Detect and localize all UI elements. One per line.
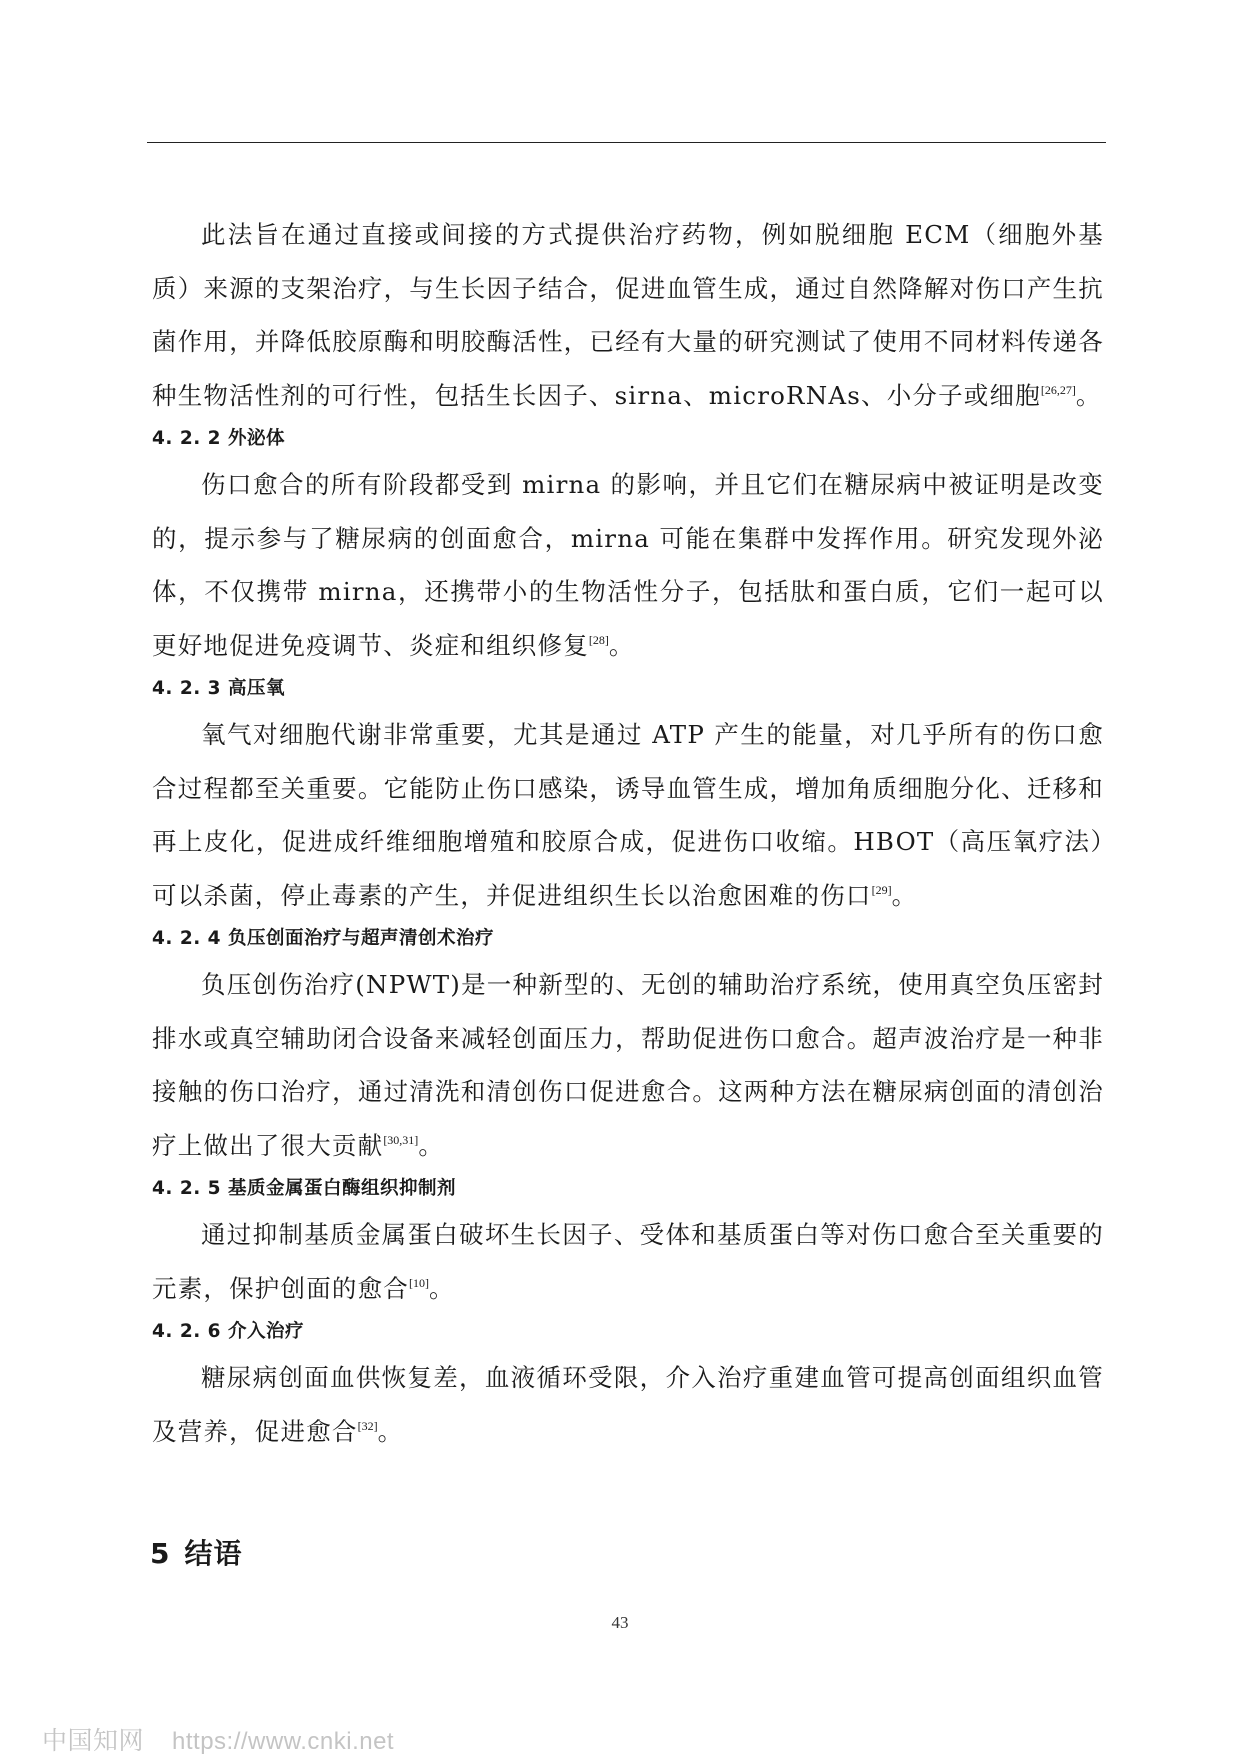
subheading-4-2-6: 4. 2. 6 介入治疗 <box>152 1321 304 1342</box>
section-number: 5 <box>150 1537 171 1570</box>
watermark-brand: 中国知网 <box>42 1727 145 1755</box>
citation-32[interactable]: [32] <box>357 1418 378 1433</box>
citation-29[interactable]: [29] <box>871 882 892 897</box>
paragraph-scaffold-therapy: 此法旨在通过直接或间接的方式提供治疗药物，例如脱细胞 ECM（细胞外基质）来源的支架治疗，与生长因子结合，促进血管生成，通过自然降解对伤口产生抗菌作用，并降低胶原酶和明胶酶活性，已经有大量的研究测试了使用不同材料传递各种生物活性剂的可行性，包括生长因子、sirna、microRNAs、小分子或细胞[26,27]。 <box>152 220 1104 410</box>
paragraph-interventional-therapy: 糖尿病创面血供恢复差，血液循环受限，介入治疗重建血管可提高创面组织血管及营养，促进愈合[32]。 <box>152 1363 1104 1446</box>
page-number: 43 <box>611 1613 629 1632</box>
section-heading-conclusion <box>150 1534 243 1574</box>
page-body <box>152 208 1104 1458</box>
citation-10[interactable]: [10] <box>409 1275 429 1290</box>
paragraph-hyperbaric-oxygen: 氧气对细胞代谢非常重要，尤其是通过 ATP 产生的能量，对几乎所有的伤口愈合过程都至关重要。它能防止伤口感染，诱导血管生成，增加角质细胞分化、迁移和再上皮化，促进成纤维细胞增殖和胶原合成，促进伤口收缩。HBOT（高压氧疗法）可以杀菌，停止毒素的产生，并促进组织生长以治愈困难的伤口[29]。 <box>152 720 1104 910</box>
cnki-watermark <box>42 1729 394 1754</box>
citation-30-31[interactable]: [30,31] <box>383 1132 419 1147</box>
citation-26-27[interactable]: [26,27] <box>1040 382 1076 397</box>
subheading-4-2-5: 4. 2. 5 基质金属蛋白酶组织抑制剂 <box>152 1178 456 1199</box>
subheading-4-2-2: 4. 2. 2 外泌体 <box>152 428 285 449</box>
paragraph-exosome: 伤口愈合的所有阶段都受到 mirna 的影响，并且它们在糖尿病中被证明是改变的，提示参与了糖尿病的创面愈合，mirna 可能在集群中发挥作用。研究发现外泌体，不仅携带 mirna，还携带小的生物活性分子，包括肽和蛋白质，它们一起可以更好地促进免疫调节、炎症和组织修复[28]。 <box>152 470 1104 660</box>
paragraph-mmp-inhibitor: 通过抑制基质金属蛋白破坏生长因子、受体和基质蛋白等对伤口愈合至关重要的元素，保护创面的愈合[10]。 <box>152 1220 1104 1303</box>
subheading-4-2-4: 4. 2. 4 负压创面治疗与超声清创术治疗 <box>152 928 494 949</box>
citation-28[interactable]: [28] <box>588 632 609 647</box>
subheading-4-2-3: 4. 2. 3 高压氧 <box>152 678 285 699</box>
section-title-text: 结语 <box>184 1537 243 1570</box>
watermark-url: https://www.cnki.net <box>172 1728 395 1755</box>
paragraph-npwt-ultrasound: 负压创伤治疗(NPWT)是一种新型的、无创的辅助治疗系统，使用真空负压密封排水或真空辅助闭合设备来减轻创面压力，帮助促进伤口愈合。超声波治疗是一种非接触的伤口治疗，通过清洗和清创伤口促进愈合。这两种方法在糖尿病创面的清创治疗上做出了很大贡献[30,31]。 <box>152 970 1104 1160</box>
header-rule <box>147 142 1106 143</box>
